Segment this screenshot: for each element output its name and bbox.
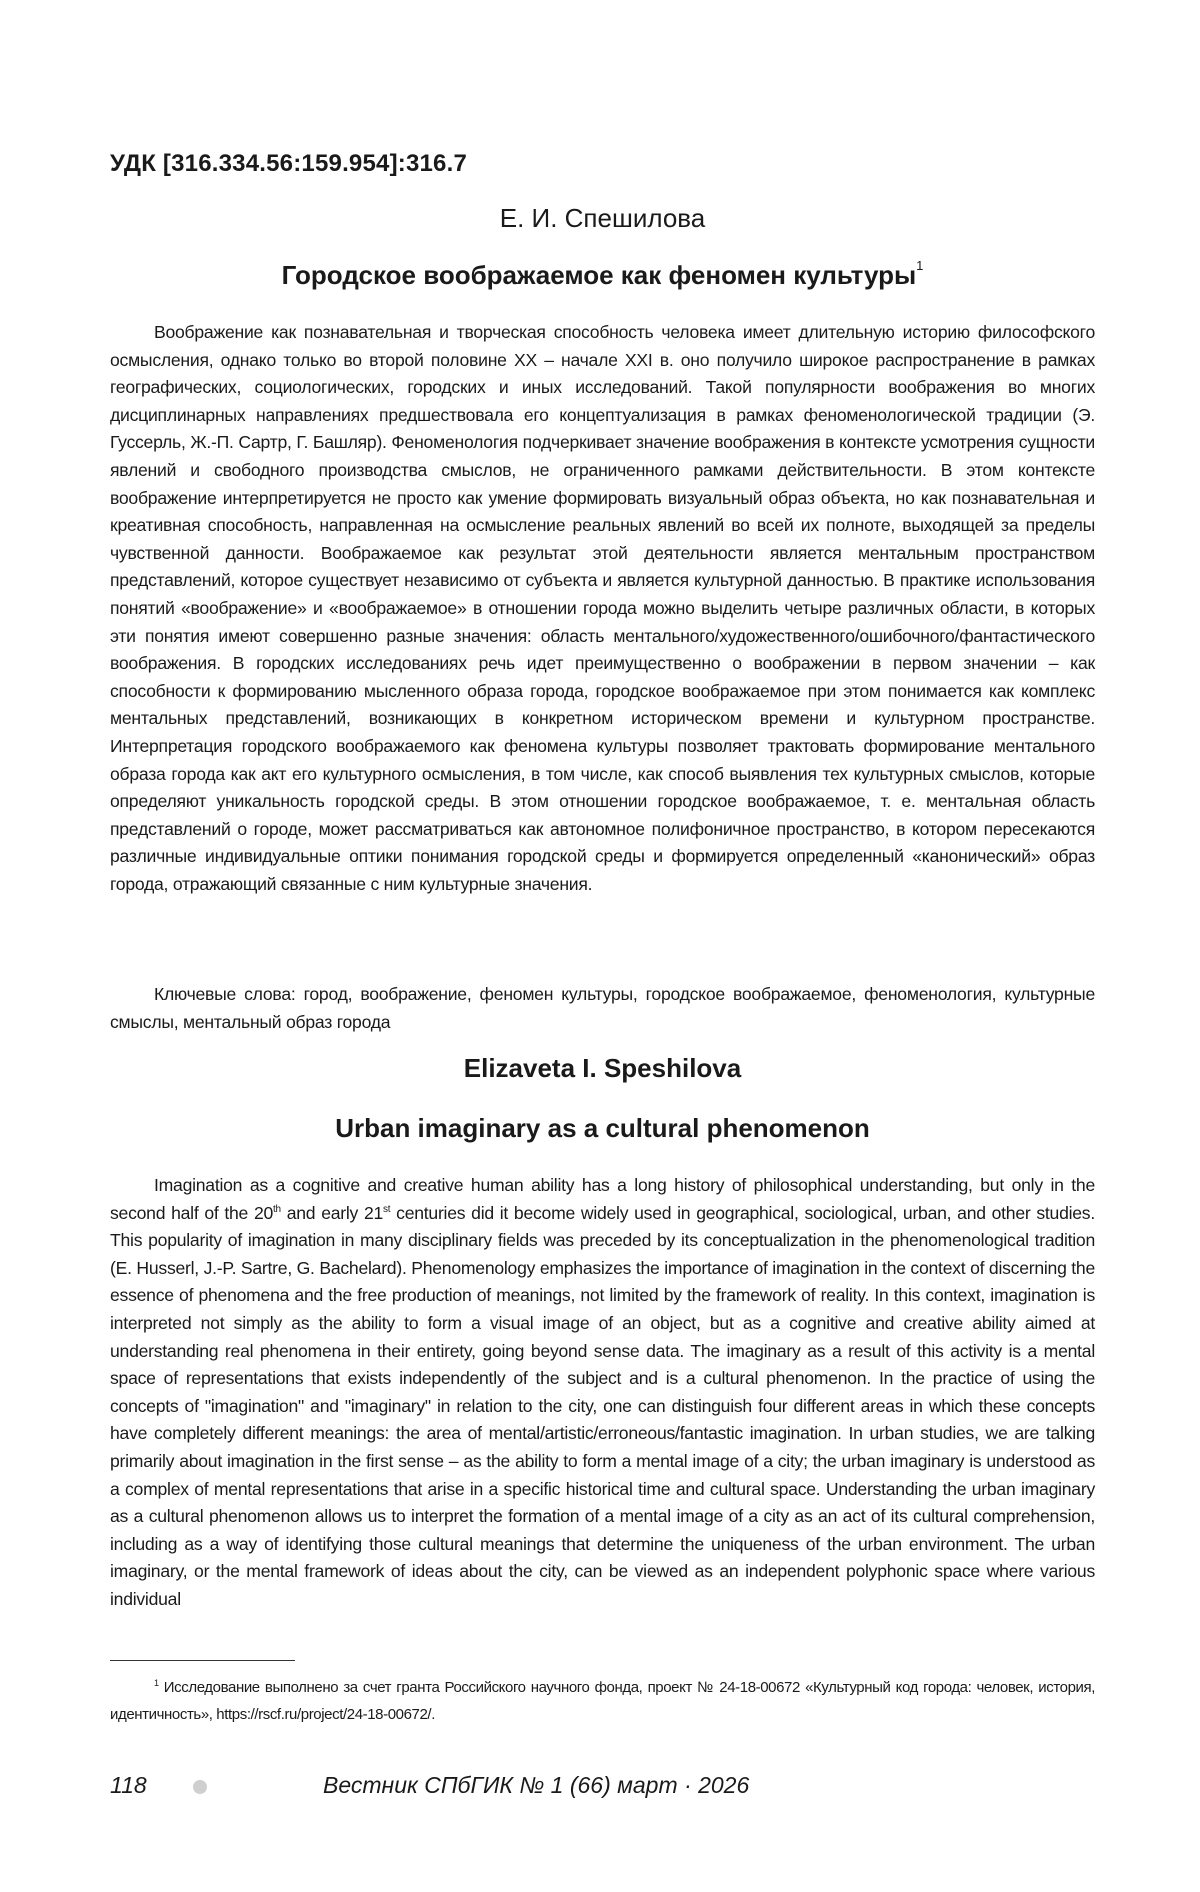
author-name-ru: Е. И. Спешилова (499, 203, 706, 233)
article-title-ru (110, 260, 1095, 291)
keywords-ru-text: Ключевые слова: город, воображение, феномен культуры, городское воображаемое, феноменология, культурные смыслы, ментальный образ города (110, 984, 1095, 1032)
abstract-en-part: centuries did it become widely used in geographical, sociological, urban, and other studies. This popularity of imagination in many disciplinary fields was preceded by its conceptualization in the phenomenological tradition (E. Husserl, J.-P. Sartre, G. Bachelard). Phenomenology emphasizes the importance of imagination in the context of discerning the essence of phenomena and the free production of meanings, not limited by the framework of reality. In this context, imagination is interpreted not simply as the ability to form a visual image of an object, but as a cognitive and creative ability aimed at understanding real phenomena in their entirety, going beyond sense data. The imaginary as a result of this activity is a mental space of representations that exists independently of the subject and is a cultural phenomenon. In the practice of using the concepts of "imagination" and "imaginary" in relation to the city, one can distinguish four different areas in which these concepts have completely different meanings: the area of mental/artistic/erroneous/fantastic imagination. In urban studies, we are talking primarily about imagination in the first sense – as the ability to form a mental image of a city; the urban imaginary is understood as a complex of mental representations that arise in a specific historical time and cultural space. Understanding the urban imaginary as a cultural phenomenon allows us to interpret the formation of a mental image of a city as an act of its cultural comprehension, including as a way of identifying those cultural meanings that determine the uniqueness of the urban environment. The urban imaginary, or the mental framework of ideas about the city, can be viewed as an independent polyphonic space where various individual (110, 1202, 1095, 1609)
abstract-en-text (110, 1172, 1095, 1614)
ordinal-suffix: th (273, 1203, 281, 1215)
author-name-en: Elizaveta I. Speshilova (463, 1053, 742, 1083)
separator-dot-icon (193, 1780, 207, 1794)
page-number: 118 (110, 1772, 147, 1798)
abstract-ru (110, 319, 1095, 898)
udk-code: УДК [316.334.56:159.954]:316.7 (110, 150, 468, 177)
abstract-ru-text: Воображение как познавательная и творческая способность человека имеет длительную историю философского осмысления, однако только во второй половине XX – начале XXI в. оно получило широкое распространение в рамках географических, социологических, городских и иных исследований. Такой популярности воображения во многих дисциплинарных направлениях предшествовала его концептуализация в рамках феноменологической традиции (Э. Гуссерль, Ж.-П. Сартр, Г. Башляр). Феноменология подчеркивает значение воображения в контексте усмотрения сущности явлений и свободного производства смыслов, не ограниченного рамками действительности. В этом контексте воображение интерпретируется не просто как умение формировать визуальный образ объекта, но как познавательная и креативная способность, направленная на осмысление реальных явлений во всей их полноте, выходящей за пределы чувственной данности. Воображаемое как результат этой деятельности является ментальным пространством представлений, которое существует независимо от субъекта и является культурной данностью. В практике использования понятий «воображение» и «воображаемое» в отношении города можно выделить четыре различных области, в которых эти понятия имеют совершенно разные значения: область ментального/художественного/ошибочного/фантастического воображения. В городских исследованиях речь идет преимущественно о воображении в первом значении – как способности к формированию мысленного образа города, городское воображаемое при этом понимается как комплекс ментальных представлений, возникающих в конкретном историческом времени и культурном пространстве. Интерпретация городского воображаемого как феномена культуры позволяет трактовать формирование ментального образа города как акт его культурного осмысления, в том числе, как способ выявления тех культурных смыслов, которые определяют уникальность городской среды. В этом отношении городское воображаемое, т. е. ментальная область представлений о городе, может рассматриваться как автономное полифоничное пространство, в котором пересекаются различные индивидуальные оптики понимания городской среды и формируется определенный «канонический» образ города, отражающий связанные с ним культурные значения. (110, 322, 1095, 894)
footnote-body: Исследование выполнено за счет гранта Российского научного фонда, проект № 24-18-00672 «Культурный код города: человек, история, идентичность», https://rscf.ru/project/24-18-00672/. (110, 1679, 1095, 1723)
footnote-text (110, 1670, 1095, 1728)
article-title-en: Urban imaginary as a cultural phenomenon (335, 1113, 870, 1143)
footnote-reference[interactable]: 1 (916, 258, 924, 273)
footnote-divider (110, 1660, 295, 1661)
abstract-en (110, 1172, 1095, 1614)
footnote-mark: 1 (154, 1678, 159, 1688)
ordinal-suffix: st (383, 1203, 391, 1215)
abstract-en-part: and early 21 (280, 1202, 384, 1223)
journal-running-footer: Вестник СПбГИК № 1 (66) март · 2026 (323, 1772, 750, 1798)
footnote (110, 1670, 1095, 1728)
keywords-ru (110, 981, 1095, 1036)
abstract-en-part: Imagination as a cognitive and creative human ability has a long history of philosophical understanding, but only in the second half of the 20 (110, 1175, 1095, 1223)
title-ru-text: Городское воображаемое как феномен культуры (281, 260, 917, 290)
